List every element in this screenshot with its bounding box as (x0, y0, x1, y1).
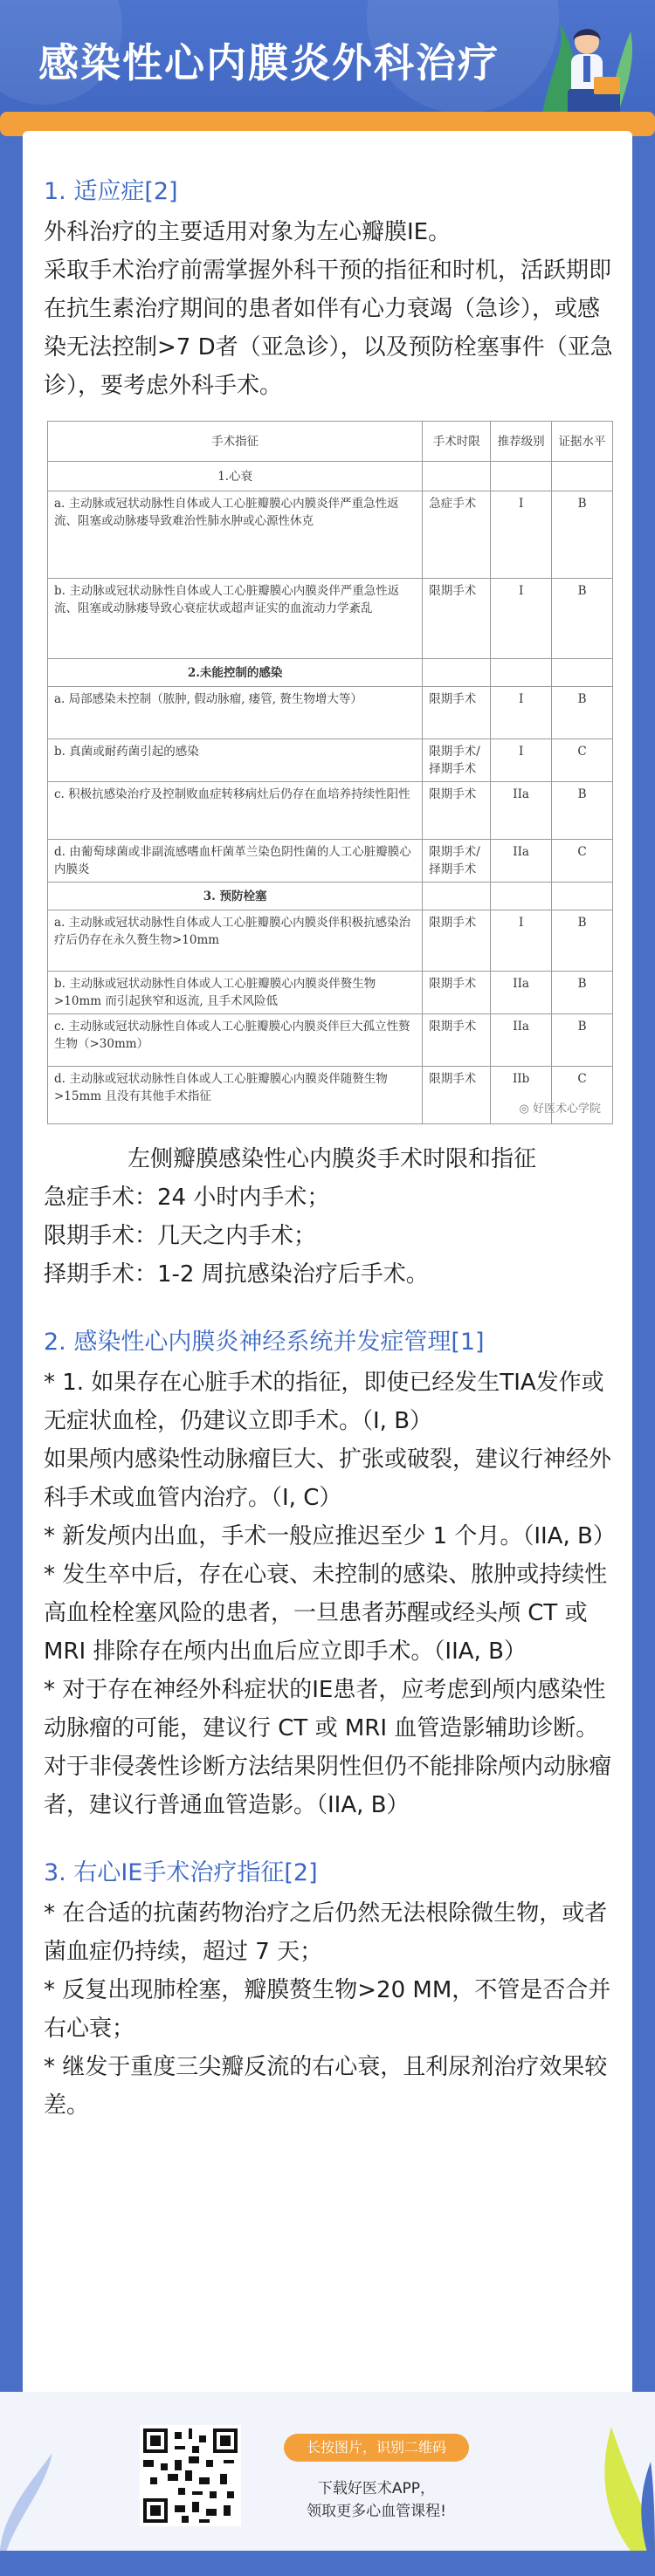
table-cell: a. 主动脉或冠状动脉性自体或人工心脏瓣膜心内膜炎伴严重急性返流、阻塞或动脉瘘导致难治性肺水肿或心源性休克 (48, 491, 423, 579)
table-row (48, 579, 613, 659)
paragraph: * 在合适的抗菌药物治疗之后仍然无法根除微生物，或者菌血症仍持续，超过 7 天； (44, 1900, 608, 1965)
content-card (23, 131, 632, 2444)
table-header-row (48, 422, 613, 462)
table-cell: I (491, 739, 552, 782)
table-cell: I (491, 687, 552, 739)
table-cell: b. 真菌或耐药菌引起的感染 (48, 739, 423, 782)
article-body (44, 175, 620, 2125)
table-cell: 限期手术 (423, 1067, 491, 1124)
bottom-strip (0, 2551, 655, 2576)
timing-line: 择期手术：1-2 周抗感染治疗后手术。 (44, 1261, 429, 1288)
table-cell: I (491, 910, 552, 972)
table-cell: 急症手术 (423, 491, 491, 579)
section-title-right-heart: 3. 右心IE手术治疗指征[2] (44, 1859, 318, 1886)
table-cell: B (552, 910, 613, 972)
table-row (48, 840, 613, 883)
page-title: 感染性心内膜炎外科治疗 (38, 39, 500, 86)
table-header-cell: 推荐级别 (491, 422, 552, 462)
table-cell: IIa (491, 972, 552, 1014)
paragraph: 外科治疗的主要适用对象为左心瓣膜IE。 (44, 219, 452, 245)
table-row (48, 782, 613, 840)
indication-table (47, 421, 613, 1124)
table-cell: C (552, 1067, 613, 1124)
table-header-cell: 证据水平 (552, 422, 613, 462)
paragraph: 如果颅内感染性动脉瘤巨大、扩张或破裂，建议行神经外科手术或血管内治疗。（I, C） (44, 1446, 612, 1511)
table-row (48, 1014, 613, 1067)
table-cell: B (552, 972, 613, 1014)
table-cell: 限期手术 (423, 782, 491, 840)
table-cell: 限期手术 (423, 1014, 491, 1067)
section-title-neuro: 2. 感染性心内膜炎神经系统并发症管理[1] (44, 1329, 485, 1356)
paragraph: * 继发于重度三尖瓣反流的右心衰，且利尿剂治疗效果较差。 (44, 2054, 608, 2119)
table-cell: C (552, 739, 613, 782)
table-cell: IIa (491, 782, 552, 840)
table-cell: 限期手术 (423, 910, 491, 972)
table-group-label: 1.心衰 (48, 462, 423, 491)
table-cell: d. 主动脉或冠状动脉性自体或人工心脏瓣膜心内膜炎伴随赘生物>15mm 且没有其他手术指征 (48, 1067, 423, 1124)
table-cell: 限期手术/择期手术 (423, 840, 491, 883)
table-cell: C (552, 840, 613, 883)
table-cell: I (491, 579, 552, 659)
table-group-row (48, 462, 613, 491)
download-line: 下载好医术APP， (317, 2480, 436, 2497)
table-cell: IIa (491, 1014, 552, 1067)
wechat-icon: ◎ (519, 1103, 529, 1116)
table-cell: 限期手术 (423, 579, 491, 659)
paragraph: * 1. 如果存在心脏手术的指征，即使已经发生TIA发作或无症状血栓，仍建议立即手术。（I, B） (44, 1370, 604, 1434)
table-cell: B (552, 782, 613, 840)
table-cell: B (552, 1014, 613, 1067)
table-caption: 左侧瓣膜感染性心内膜炎手术时限和指征 (127, 1146, 536, 1172)
paragraph: * 对于存在神经外科症状的IE患者，应考虑到颅内感染性动脉瘤的可能，建议行 CT 或 MRI 血管造影辅助诊断。对于非侵袭性诊断方法结果阴性但仍不能排除颅内动脉瘤者，建议行普通血管造影。（IIA, B） (44, 1677, 612, 1818)
table-header-cell: 手术指征 (48, 422, 423, 462)
table-cell: 限期手术/择期手术 (423, 739, 491, 782)
table-cell: a. 局部感染未控制（脓肿, 假动脉瘤, 瘘管, 赘生物增大等） (48, 687, 423, 739)
table-group-row (48, 659, 613, 687)
indication-table-figure (47, 421, 613, 1124)
scan-qr-pill: 长按图片，识别二维码 (284, 2434, 469, 2462)
table-cell: b. 主动脉或冠状动脉性自体或人工心脏瓣膜心内膜炎伴严重急性返流、阻塞或动脉瘘导致心衰症状或超声证实的血流动力学紊乱 (48, 579, 423, 659)
table-header-cell: 手术时限 (423, 422, 491, 462)
table-cell: B (552, 687, 613, 739)
watermark (520, 1099, 602, 1116)
table-cell: b. 主动脉或冠状动脉性自体或人工心脏瓣膜心内膜炎伴赘生物>10mm 而引起狭窄和返流, 且手术风险低 (48, 972, 423, 1014)
table-row (48, 491, 613, 579)
table-cell: c. 积极抗感染治疗及控制败血症转移病灶后仍存在血培养持续性阳性 (48, 782, 423, 840)
course-line: 领取更多心血管课程! (307, 2503, 446, 2520)
table-row (48, 739, 613, 782)
paragraph: * 反复出现肺栓塞，瓣膜赘生物>20 MM，不管是否合并右心衰； (44, 1977, 611, 2042)
table-row (48, 910, 613, 972)
table-cell: B (552, 491, 613, 579)
table-cell: d. 由葡萄球菌或非副流感嗜血杆菌革兰染色阴性菌的人工心脏瓣膜心内膜炎 (48, 840, 423, 883)
paragraph: * 发生卒中后，存在心衰、未控制的感染、脓肿或持续性高血栓栓塞风险的患者，一旦患者苏醒或经头颅 CT 或 MRI 排除存在颅内出血后应立即手术。（IIA, B） (44, 1562, 608, 1665)
table-group-label: 2.未能控制的感染 (48, 659, 423, 687)
table-cell: c. 主动脉或冠状动脉性自体或人工心脏瓣膜心内膜炎伴巨大孤立性赘生物（>30mm） (48, 1014, 423, 1067)
table-cell: a. 主动脉或冠状动脉性自体或人工心脏瓣膜心内膜炎伴积极抗感染治疗后仍存在永久赘生物>10mm (48, 910, 423, 972)
table-cell: B (552, 579, 613, 659)
table-group-label: 3. 预防栓塞 (48, 883, 423, 910)
table-cell: 限期手术 (423, 972, 491, 1014)
table-group-row (48, 883, 613, 910)
table-cell: I (491, 491, 552, 579)
qr-code-icon[interactable] (140, 2425, 241, 2526)
paragraph: 采取手术治疗前需掌握外科干预的指征和时机，活跃期即在抗生素治疗期间的患者如伴有心力衰竭（急诊），或感染无法控制>7 D者（亚急诊），以及预防栓塞事件（亚急诊），要考虑外科手术。 (44, 258, 613, 399)
table-row (48, 687, 613, 739)
timing-line: 限期手术：几天之内手术； (44, 1223, 317, 1249)
paragraph: * 新发颅内出血，手术一般应推迟至少 1 个月。（IIA, B） (44, 1523, 616, 1549)
table-cell: IIb (491, 1067, 552, 1124)
table-row (48, 972, 613, 1014)
doctor-illustration-icon (533, 5, 638, 123)
table-cell: IIa (491, 840, 552, 883)
table-cell: 限期手术 (423, 687, 491, 739)
watermark-text: 好医术心学院 (532, 1103, 601, 1116)
section-title-indications: 1. 适应症[2] (44, 178, 178, 205)
footer-promo (0, 2392, 655, 2576)
timing-line: 急症手术：24 小时内手术； (44, 1185, 330, 1211)
